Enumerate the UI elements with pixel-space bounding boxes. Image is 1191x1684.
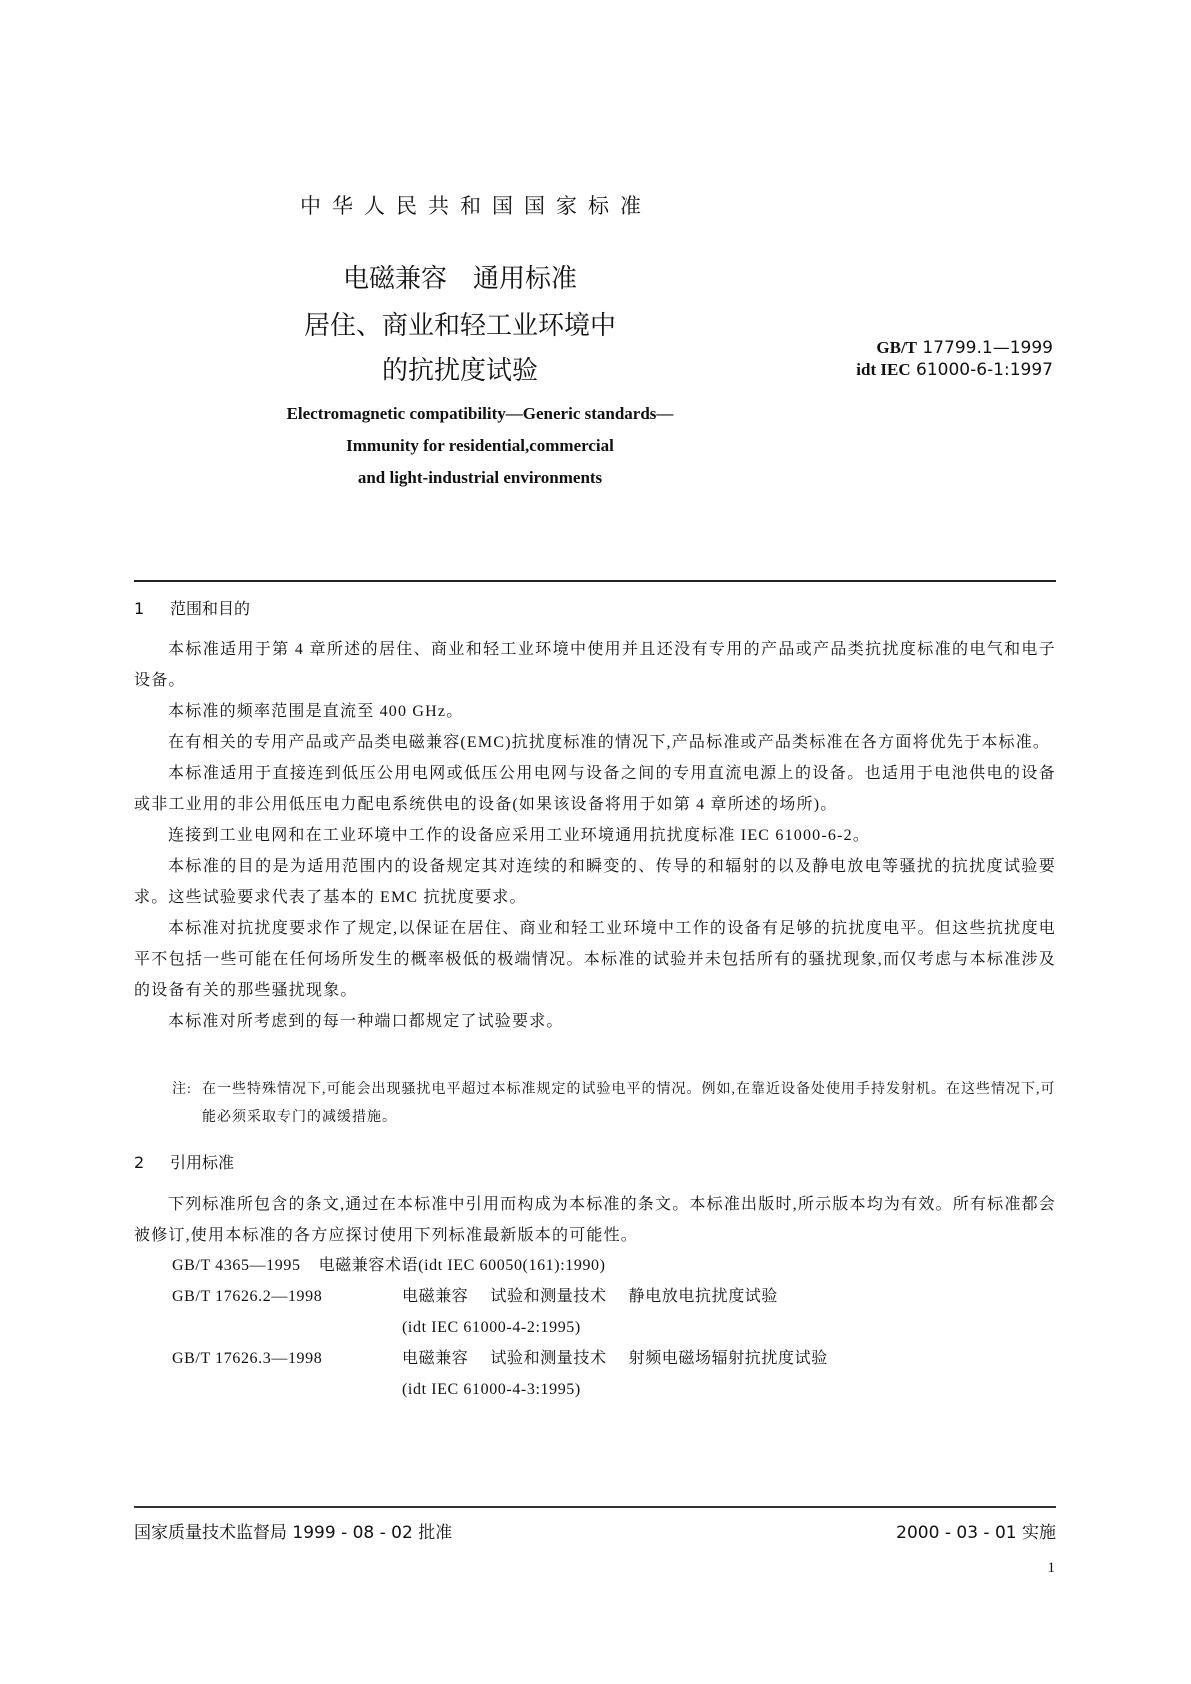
paragraph: 连接到工业电网和在工业环境中工作的设备应采用工业环境通用抗扰度标准 IEC 61000-6-2。 bbox=[168, 827, 871, 844]
english-title-line-2: Immunity for residential,commercial bbox=[346, 436, 614, 455]
reference-idt bbox=[172, 1312, 828, 1343]
national-standard-heading: 中华人民共和国国家标准 bbox=[300, 194, 652, 218]
reference-item bbox=[172, 1343, 828, 1374]
reference-idt-text: (idt IEC 61000-4-3:1995) bbox=[402, 1381, 581, 1398]
implementation-date: 2000 - 03 - 01 实施 bbox=[896, 1523, 1056, 1543]
paragraph: 本标准适用于第 4 章所述的居住、商业和轻工业环境中使用并且还没有专用的产品或产品类抗扰度标准的电气和电子设备。 bbox=[134, 641, 1056, 689]
reference-title: 电磁兼容 试验和测量技术 射频电磁场辐射抗扰度试验 bbox=[402, 1350, 828, 1367]
section-title: 引用标准 bbox=[170, 1153, 235, 1172]
footer-divider bbox=[134, 1506, 1056, 1508]
chinese-title-line-1: 电磁兼容 通用标准 bbox=[342, 264, 577, 294]
section-2-heading bbox=[134, 1150, 234, 1173]
english-title-line-3: and light-industrial environments bbox=[357, 468, 603, 487]
paragraph: 本标准适用于直接连到低压公用电网或低压公用电网与设备之间的专用直流电源上的设备。也适用于电池供电的设备或非工业用的非公用低压电力配电系统供电的设备(如果该设备将用于如第 4 章所述的场所)。 bbox=[134, 765, 1056, 813]
reference-title: 电磁兼容术语(idt IEC 60050(161):1990) bbox=[318, 1257, 606, 1274]
note-label: 注: bbox=[172, 1082, 192, 1097]
paragraph: 本标准的目的是为适用范围内的设备规定其对连续的和瞬变的、传导的和辐射的以及静电放电等骚扰的抗扰度试验要求。这些试验要求代表了基本的 EMC 抗扰度要求。 bbox=[134, 858, 1056, 906]
reference-code: GB/T 4365—1995 bbox=[172, 1257, 301, 1274]
reference-code: GB/T 17626.2—1998 bbox=[172, 1288, 323, 1305]
section-title: 范围和目的 bbox=[170, 599, 251, 618]
reference-idt-text: (idt IEC 61000-4-2:1995) bbox=[402, 1319, 581, 1336]
paragraph: 在有相关的专用产品或产品类电磁兼容(EMC)抗扰度标准的情况下,产品标准或产品类标准在各方面将优先于本标准。 bbox=[168, 734, 1051, 751]
section-number: 2 bbox=[134, 1153, 145, 1172]
standard-number: GB/T 17799.1—1999 bbox=[876, 338, 1053, 358]
note-text: 在一些特殊情况下,可能会出现骚扰电平超过本标准规定的试验电平的情况。例如,在靠近设备处使用手持发射机。在这些情况下,可能必须采取专门的减缓措施。 bbox=[202, 1082, 1056, 1125]
paragraph: 本标准对所考虑到的每一种端口都规定了试验要求。 bbox=[168, 1013, 564, 1030]
header-divider bbox=[134, 580, 1056, 582]
section-2-body bbox=[134, 1189, 1056, 1251]
reference-idt bbox=[172, 1374, 828, 1405]
section-1-note bbox=[172, 1076, 1056, 1132]
page-number: 1 bbox=[1047, 1560, 1055, 1576]
standard-code-block bbox=[856, 337, 1053, 381]
chinese-title-line-2: 居住、商业和轻工业环境中 bbox=[303, 311, 616, 341]
section-1-body bbox=[134, 634, 1056, 1037]
section-1-heading bbox=[134, 596, 250, 619]
reference-title: 电磁兼容 试验和测量技术 静电放电抗扰度试验 bbox=[402, 1288, 779, 1305]
english-title bbox=[200, 398, 760, 494]
paragraph: 下列标准所包含的条文,通过在本标准中引用而构成为本标准的条文。本标准出版时,所示版本均为有效。所有标准都会被修订,使用本标准的各方应探讨使用下列标准最新版本的可能性。 bbox=[134, 1196, 1056, 1244]
section-number: 1 bbox=[134, 599, 145, 618]
equivalent-standard: idt IEC 61000-6-1:1997 bbox=[856, 360, 1053, 380]
reference-code: GB/T 17626.3—1998 bbox=[172, 1350, 323, 1367]
reference-item bbox=[172, 1250, 828, 1281]
chinese-title-line-3: 的抗扰度试验 bbox=[381, 356, 538, 386]
reference-item bbox=[172, 1281, 828, 1312]
paragraph: 本标准的频率范围是直流至 400 GHz。 bbox=[168, 703, 464, 720]
normative-references-list bbox=[172, 1250, 828, 1405]
english-title-line-1: Electromagnetic compatibility—Generic standards— bbox=[286, 404, 674, 423]
paragraph: 本标准对抗扰度要求作了规定,以保证在居住、商业和轻工业环境中工作的设备有足够的抗扰度电平。但这些抗扰度电平不包括一些可能在任何场所发生的概率极低的极端情况。本标准的试验并未包括所有的骚扰现象,而仅考虑与本标准涉及的设备有关的那些骚扰现象。 bbox=[134, 920, 1056, 999]
approval-date: 国家质量技术监督局 1999 - 08 - 02 批准 bbox=[134, 1523, 453, 1543]
